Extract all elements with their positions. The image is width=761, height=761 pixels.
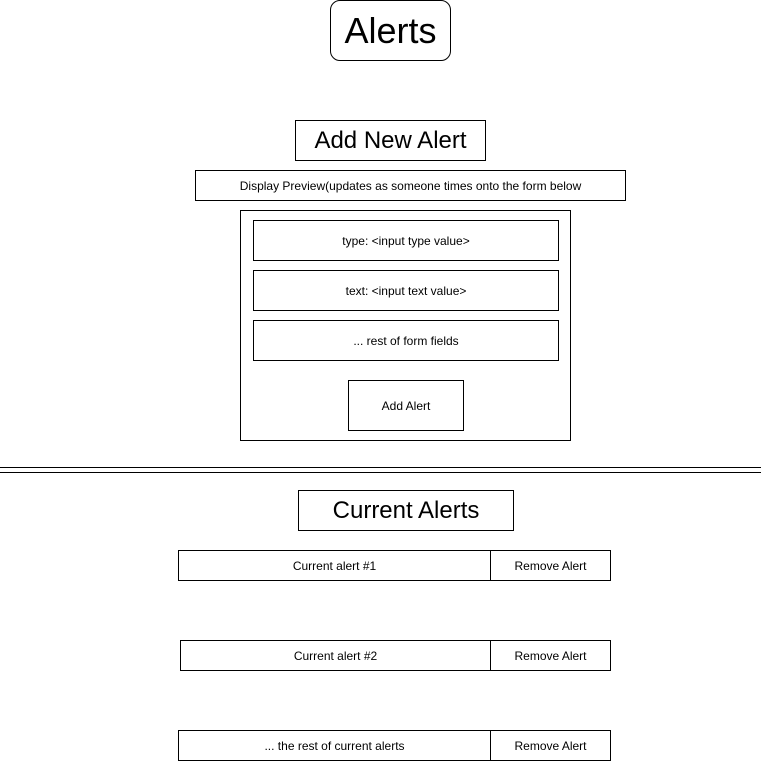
add-alert-button-label: Add Alert	[381, 398, 431, 413]
remove-alert-button[interactable]	[490, 730, 611, 761]
remove-alert-button-label: Remove Alert	[514, 648, 587, 663]
alert-display-preview-text: Display Preview(updates as someone times onto the form below	[239, 178, 582, 193]
current-alerts-heading-text: Current Alerts	[332, 496, 480, 524]
current-alert-item	[178, 730, 491, 761]
page-title	[330, 0, 451, 61]
rest-of-form-fields-label: ... rest of form fields	[353, 333, 459, 348]
alert-display-preview	[195, 170, 626, 201]
current-alert-item	[180, 640, 491, 671]
remove-alert-button-label: Remove Alert	[514, 558, 587, 573]
type-input-field[interactable]	[253, 220, 559, 261]
current-alerts-heading	[298, 490, 514, 531]
text-input-field[interactable]	[253, 270, 559, 311]
add-alert-heading-text: Add New Alert	[314, 126, 467, 154]
remove-alert-button-label: Remove Alert	[514, 738, 587, 753]
current-alert-label: ... the rest of current alerts	[264, 738, 405, 753]
section-divider-bottom	[0, 472, 761, 473]
add-alert-heading	[295, 120, 486, 161]
remove-alert-button[interactable]	[490, 550, 611, 581]
current-alert-label: Current alert #1	[292, 558, 377, 573]
remove-alert-button[interactable]	[490, 640, 611, 671]
current-alert-item	[178, 550, 491, 581]
page-title-text: Alerts	[344, 9, 437, 51]
current-alert-label: Current alert #2	[293, 648, 378, 663]
rest-of-form-fields[interactable]	[253, 320, 559, 361]
add-alert-button[interactable]	[348, 380, 464, 431]
type-input-label: type: <input type value>	[342, 233, 470, 248]
text-input-label: text: <input text value>	[345, 283, 467, 298]
section-divider-top	[0, 467, 761, 468]
